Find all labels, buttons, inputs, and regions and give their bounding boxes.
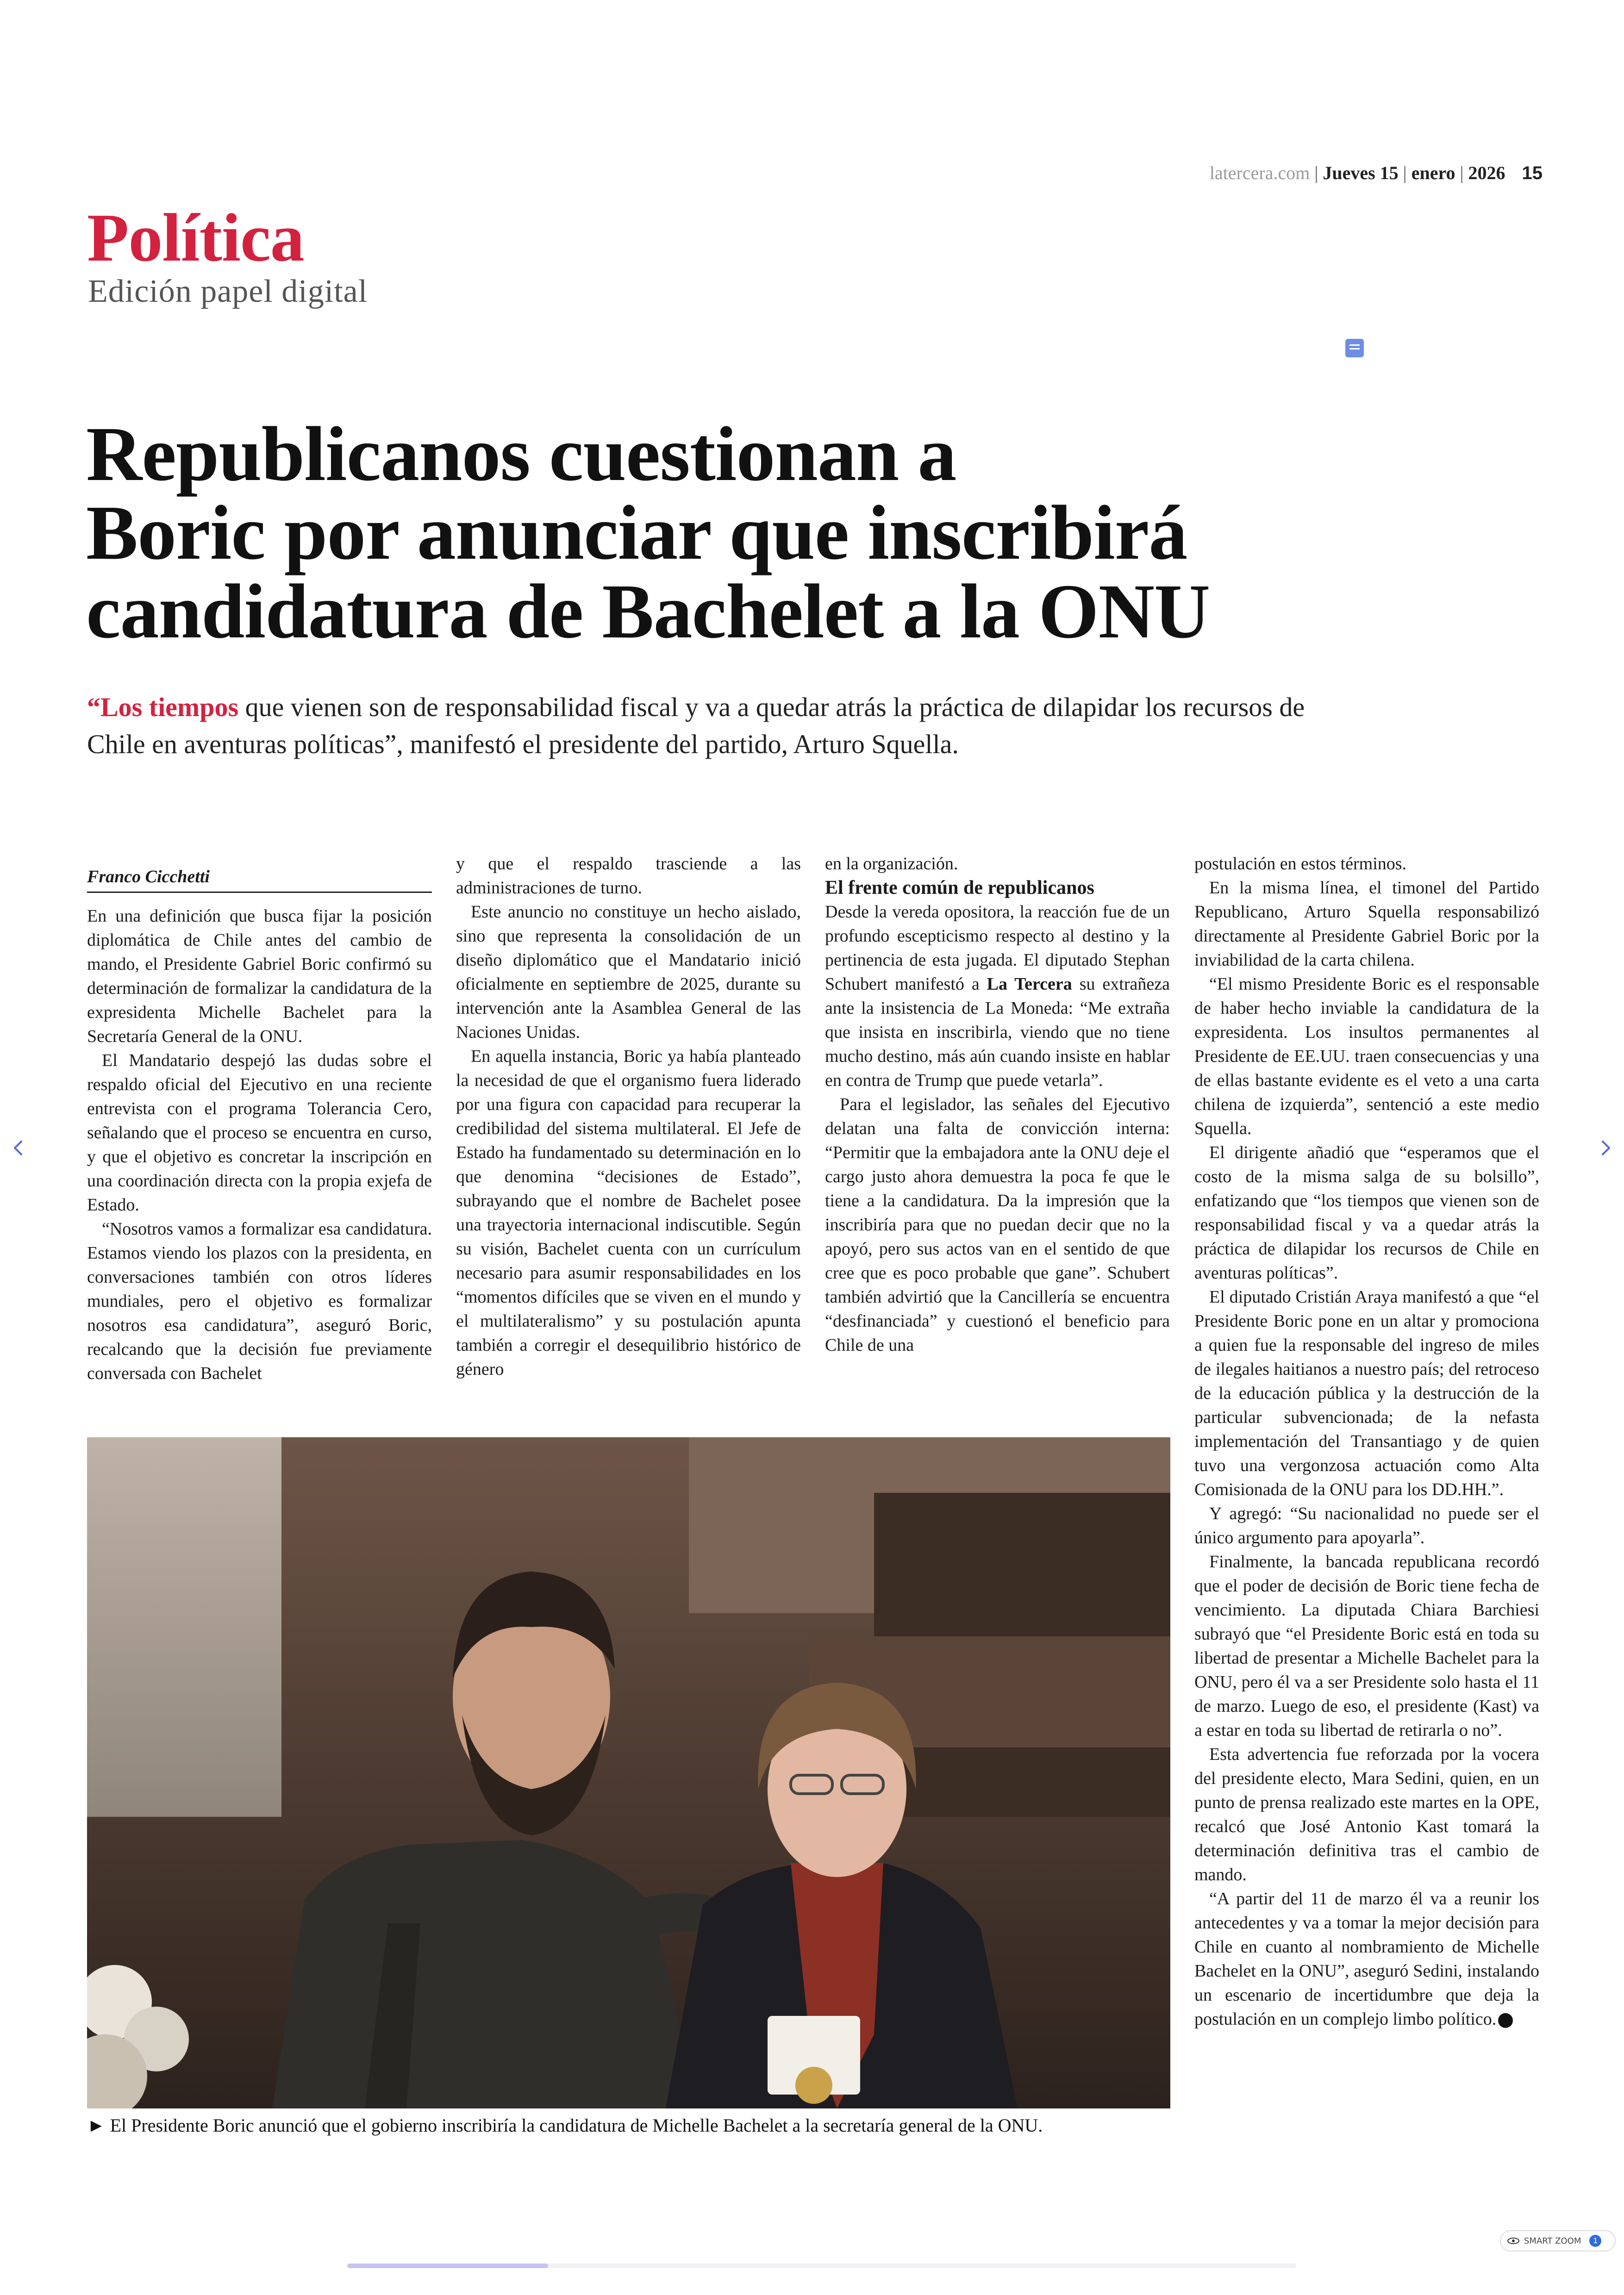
site-name: latercera.com [1209,162,1310,183]
paragraph: “A partir del 11 de marzo él va a reunir los antecedentes y va a tomar la mejor decisión para Chile en cuanto al nombramiento de Michelle Bachelet en la ONU”, aseguró Sedini, instalando un escenario de incertidumbre que deja la postulación en un complejo limbo político. [1194,1889,1539,2029]
lead-text: que vienen son de responsabilidad fiscal y va a quedar atrás la práctica de dilapidar los recursos de Chile en aventuras políticas”, manifestó el presidente del partido, Arturo Squella. [87,692,1305,759]
publication-name: La Tercera [987,974,1072,994]
paragraph: En aquella instancia, Boric ya había planteado la necesidad de que el organismo fuera liderado por una figura con capacidad para recuperar la credibilidad del sistema multilateral. El Jefe de Estado ha fundamentado su determinación en lo que denomina “decisiones de Estado”, subrayando que el nombre de Bachelet posee una trayectoria internacional indiscutible. Según su visión, Bachelet cuenta con un currículum necesario para asumir responsabilidades en los “momentos difíciles que se viven en el mundo y el multilateralismo” y su postulación apunta también a corregir el desequilibrio histórico de género [456,1047,801,1379]
headline-line: Republicanos cuestionan a [86,411,956,497]
lead-paragraph [87,689,1337,763]
eye-icon [1507,2238,1519,2244]
paragraph: y que el respaldo trasciende a las administraciones de turno. [456,854,801,898]
next-page-icon[interactable] [1596,1139,1615,1157]
paragraph: “Nosotros vamos a formalizar esa candidatura. Estamos viendo los plazos con la presidenta, en conversaciones también con otros líderes mundiales, pero el objetivo es formalizar nosotros esa candidatura”, aseguró Boric, recalcando que la decisión fue previamente conversada con Bachelet [87,1219,432,1383]
comment-icon[interactable] [1345,339,1364,357]
paragraph: postulación en estos términos. [1194,854,1407,873]
paragraph: Desde la vereda opositora, la reacción fue de un profundo escepticismo respecto al destino y la pertinencia de esta jugada. El diputado Stephan Schubert manifestó a La Tercera su extrañeza ante la insistencia de La Moneda: “Me extraña que insista en inscribirla, viendo que no tiene mucho destino, más aún cuando insiste en hablar en contra de Trump que puede vetarla”. [825,902,1170,1090]
subheading: El frente común de republicanos [825,877,1094,898]
issue-month: enero [1411,162,1455,183]
lead-highlight: “Los tiempos [87,692,239,722]
paragraph: Finalmente, la bancada republicana recordó que el poder de decisión de Boric tiene fecha de vencimiento. La diputada Chiara Barchiesi subrayó que “el Presidente Boric está en toda su libertad de presentar a Michelle Bachelet para la ONU, pero él va a ser Presidente solo hasta el 11 de marzo. Luego de eso, el presidente (Kast) va a estar en toda su libertad de retirarla o no”. [1194,1552,1539,1740]
paragraph: En la misma línea, el timonel del Partido Republicano, Arturo Squella responsabilizó directamente al Presidente Gabriel Boric por la inviabilidad de la carta chilena. [1194,878,1539,970]
smart-zoom-label: SMART ZOOM [1524,2236,1581,2246]
byline: Franco Cicchetti [87,865,432,893]
section-title: Política [87,200,304,276]
issue-year: 2026 [1468,162,1505,183]
page-number: 15 [1522,163,1543,183]
paragraph: Esta advertencia fue reforzada por la vocera del presidente electo, Mara Sedini, quien, en un punto de prensa realizado este martes en la OPE, recalcó que José Antonio Kast tomará la determinación definitiva tras el cambio de mando. [1194,1745,1539,1884]
issue-weekday: Jueves 15 [1323,162,1399,183]
article-photo [87,1437,1170,2108]
paragraph: en la organización. [825,854,958,873]
column-2 [456,852,801,1381]
paragraph: Para el legislador, las señales del Ejecutivo delatan una falta de convicción interna: “Permitir que la embajadora ante la ONU deje el cargo justo ahora demuestra la poca fe que le tiene a la candidatura. Da la impresión que la inscribiría para que no puedan decir que no la apoyó, pero sus actos van en el sentido de que cree que es poco probable que gane”. Schubert también advirtió que la Cancillería se encuentra “desfinanciada” y cuestionó el beneficio para Chile de una [825,1095,1170,1355]
paragraph: El Mandatario despejó las dudas sobre el respaldo oficial del Ejecutivo en una reciente entrevista con el programa Tolerancia Cero, señalando que el proceso se encuentra en curso, y que el objetivo es concretar la inscripción en una coordinación directa con la propia exjefa de Estado. [87,1051,432,1215]
headline [86,411,1429,655]
paragraph: Este anuncio no constituye un hecho aislado, sino que representa la consolidación de un diseño diplomático que el Mandatario inició oficialmente en septiembre de 2025, durante su intervención ante la Asamblea General de las Naciones Unidas. [456,902,801,1042]
column-4 [1194,852,1539,2031]
edition-label: Edición papel digital [88,274,368,309]
issue-meta: latercera.com | Jueves 15 | enero | 2026 15 [1209,162,1543,183]
paragraph: En una definición que busca fijar la posición diplomática de Chile antes del cambio de mando, el Presidente Gabriel Boric confirmó su determinación de formalizar la candidatura de la expresidenta Michelle Bachelet para la Secretaría General de la ONU. [87,906,432,1046]
photo-caption: ► El Presidente Boric anunció que el gobierno inscribiría la candidatura de Michelle Bachelet a la secretaría general de la ONU. [87,2115,1043,2136]
scrollbar-thumb[interactable] [347,2264,548,2268]
column-3 [825,852,1170,1357]
paragraph: El diputado Cristián Araya manifestó a que “el Presidente Boric pone en un altar y promociona a quien fue la responsable del ingreso de miles de ilegales haitianos a nuestro país; del retroceso de la educación pública y la destrucción de la particular subvencionada; de la nefasta implementación del Transantiago y de quien tuvo una vergonzosa actuación como Alta Comisionada de la ONU para los DD.HH.”. [1194,1287,1539,1499]
column-1 [87,865,432,1385]
paragraph: El dirigente añadió que “esperamos que el costo de la misma salga de su bolsillo”, enfatizando que “los tiempos que vienen son de responsabilidad fiscal y va a quedar atrás la práctica de dilapidar los recursos de Chile en aventuras políticas”. [1194,1143,1539,1283]
paragraph: “El mismo Presidente Boric es el responsable de haber hecho inviable la candidatura de la expresidenta. Los insultos permanentes al Presidente de EE.UU. traen consecuencias y una de ellas bastante evidente es el veto a una carta chilena de izquierda”, sentenció a este medio Squella. [1194,974,1539,1138]
smart-zoom-count: 1 [1589,2235,1601,2247]
paragraph: Y agregó: “Su nacionalidad no puede ser el único argumento para apoyarla”. [1194,1504,1539,1547]
headline-line: Boric por anunciar que inscribirá [86,490,1187,576]
end-mark [1498,2013,1513,2028]
smart-zoom-button[interactable] [1500,2230,1616,2251]
previous-page-icon[interactable] [9,1139,28,1157]
headline-line: candidatura de Bachelet a la ONU [86,568,1210,655]
